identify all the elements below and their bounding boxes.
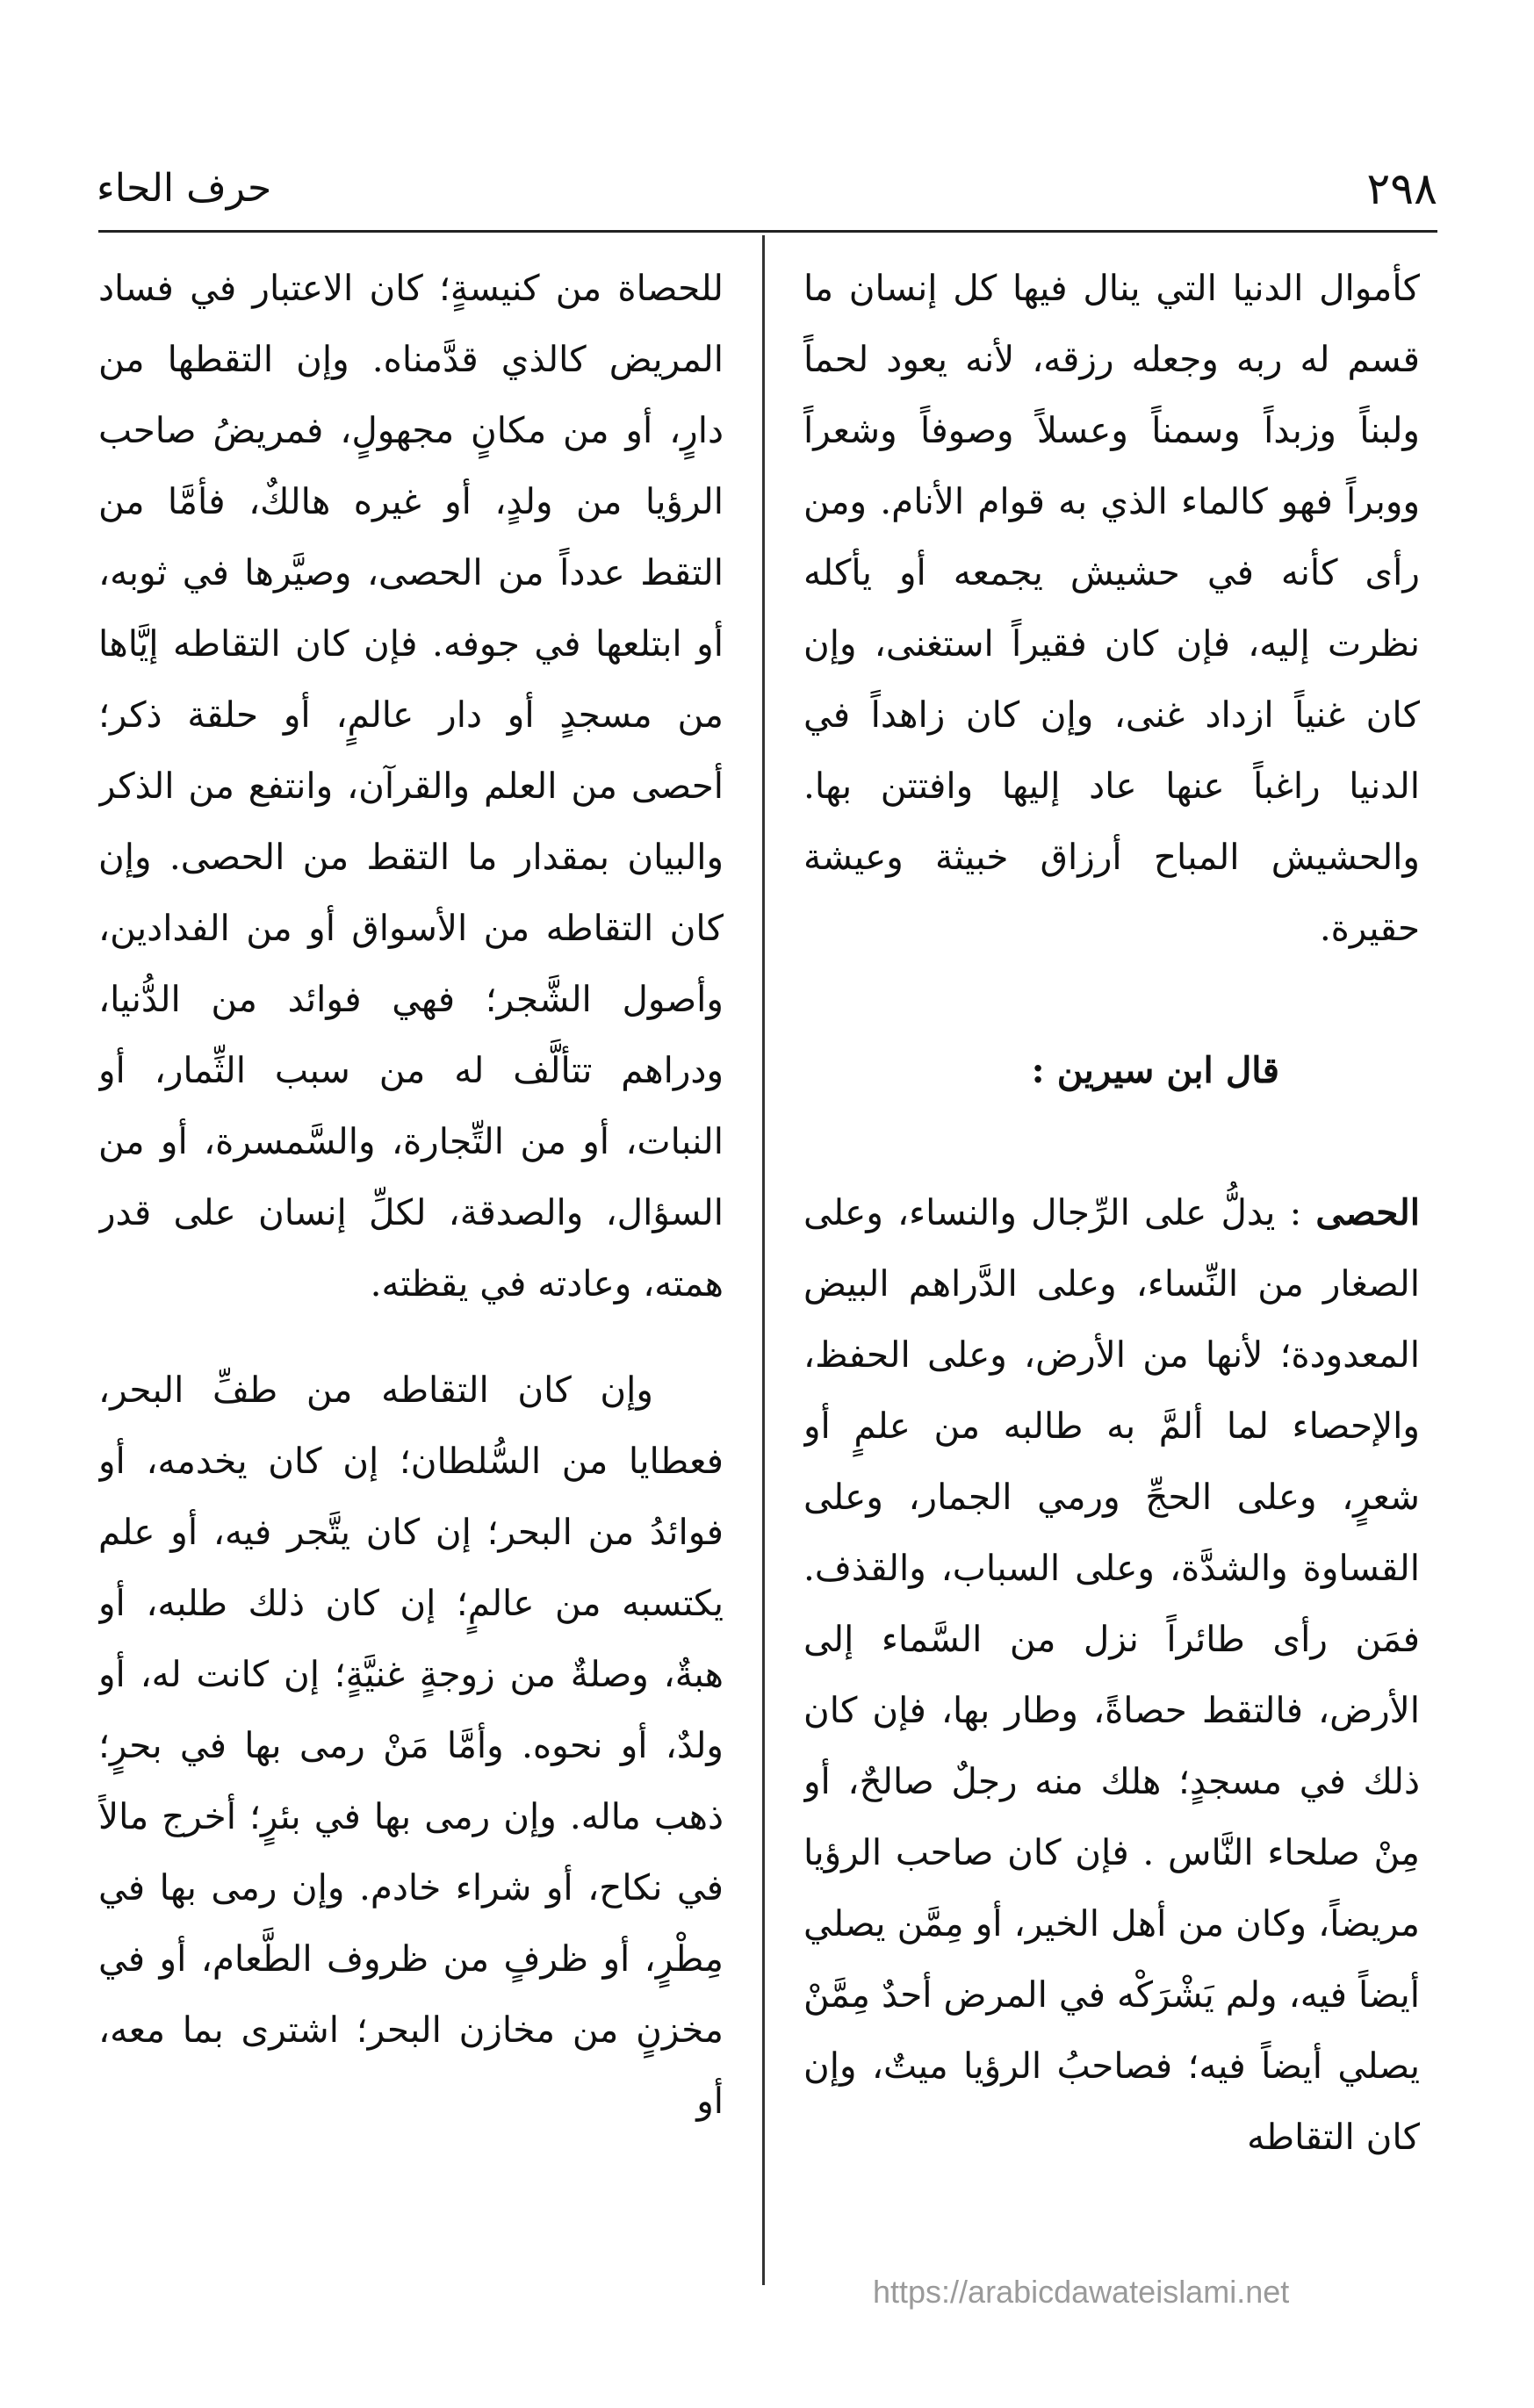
section-heading: قال ابن سيرين :	[1031, 1049, 1279, 1091]
entry-paragraph	[803, 1177, 1420, 2173]
spacer	[803, 964, 1420, 1035]
spacer	[803, 1106, 1420, 1177]
watermark: https://arabicdawateislami.net	[873, 2274, 1290, 2310]
page-header	[97, 154, 1437, 224]
left-column	[98, 253, 724, 2289]
page-number: ٢٩٨	[1366, 163, 1437, 214]
paragraph: للحصاة من كنيسةٍ؛ كان الاعتبار في فساد المريض كالذي قدَّمناه. وإن التقطها من دارٍ، أو من مكانٍ مجهولٍ، فمريضُ صاحب الرؤيا من ولدٍ، أو غيره هالكٌ، فأمَّا من التقط عدداً من الحصى، وصيَّرها في ثوبه، أو ابتلعها في جوفه. فإن كان التقاطه إيَّاها من مسجدٍ أو دار عالمٍ، أو حلقة ذكر؛ أحصى من العلم والقرآن، وانتفع من الذكر والبيان بمقدار ما التقط من الحصى. وإن كان التقاطه من الأسواق أو من الفدادين، وأصول الشَّجر؛ فهي فوائد من الدُّنيا، ودراهم تتألَّف له من سبب الثِّمار، أو النبات، أو من التِّجارة، والسَّمسرة، أو من السؤال، والصدقة، لكلِّ إنسان على قدر همته، وعادته في يقظته.	[98, 267, 724, 1305]
running-head: حرف الحاء	[97, 166, 272, 211]
spacer	[98, 1319, 724, 1355]
paragraph: وإن كان التقاطه من طفِّ البحر، فعطايا من السُّلطان؛ إن كان يخدمه، أو فوائدُ من البحر؛ إن كان يتَّجر فيه، أو علم يكتسبه من عالمٍ؛ إن كان ذلك طلبه، أو هبةٌ، وصلةٌ من زوجةٍ غنيَّةٍ؛ إن كانت له، أو ولدٌ، أو نحوه. وأمَّا مَنْ رمى بها في بحرٍ؛ ذهب ماله. وإن رمى بها في بئرٍ؛ أخرج مالاً في نكاح، أو شراء خادم. وإن رمى بها في مِطْرٍ، أو ظرفٍ من ظروف الطَّعام، أو في مخزنٍ من مخازن البحر؛ اشترى بما معه، أو	[98, 1369, 724, 2122]
column-divider	[762, 235, 765, 2285]
header-rule	[98, 230, 1437, 233]
entry-text: : يدلُّ على الرِّجال والنساء، وعلى الصغار من النِّساء، وعلى الدَّراهم البيض المعدودة؛ لأنها من الأرض، وعلى الحفظ، والإحصاء لما ألمَّ به طالبه من علمٍ أو شعرٍ، وعلى الحجِّ ورمي الجمار، وعلى القساوة والشدَّة، وعلى السباب، والقذف. فمَن رأى طائراً نزل من السَّماء إلى الأرض، فالتقط حصاةً، وطار بها، فإن كان ذلك في مسجدٍ؛ هلك منه رجلٌ صالحٌ، أو مِنْ صلحاء النَّاس . فإن كان صاحب الرؤيا مريضاً، وكان من أهل الخير، أو مِمَّن يصلي أيضاً فيه، ولم يَشْرَكْه في المرض أحدٌ مِمَّنْ يصلي أيضاً فيه؛ فصاحبُ الرؤيا ميتٌ، وإن كان التقاطه	[803, 1191, 1420, 2158]
right-column	[803, 253, 1420, 2289]
entry-term: الحصى	[1315, 1191, 1420, 1233]
paragraph: كأموال الدنيا التي ينال فيها كل إنسان ما قسم له ربه وجعله رزقه، لأنه يعود لحماً ولبناً وزبداً وسمناً وعسلاً وصوفاً وشعراً ووبراً فهو كالماء الذي به قوام الأنام. ومن رأى كأنه في حشيش يجمعه أو يأكله نظرت إليه، فإن كان فقيراً استغنى، وإن كان غنياً ازداد غنى، وإن كان زاهداً في الدنيا راغباً عنها عاد إليها وافتتن بها. والحشيش المباح أرزاق خبيثة وعيشة حقيرة.	[803, 267, 1420, 949]
